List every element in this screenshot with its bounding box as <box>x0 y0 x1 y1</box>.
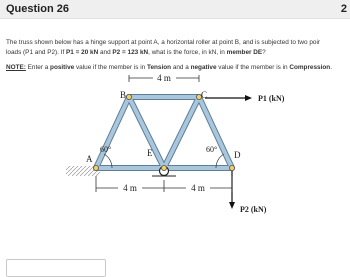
load-p2-arrowhead <box>229 202 235 209</box>
prompt-text: , what is the force, in kN, in <box>148 49 227 56</box>
note-compression: Compression <box>289 64 331 71</box>
angle-left-label: 60° <box>100 145 112 154</box>
label-E: E <box>147 148 153 158</box>
note-text: Enter a <box>25 64 51 71</box>
member-name: member DE <box>226 49 263 56</box>
dim-top-label: 4 m <box>157 73 171 83</box>
truss-members-fill <box>96 97 232 168</box>
question-title: Question 26 <box>6 3 69 15</box>
pin-B <box>126 94 131 99</box>
pin-E <box>161 165 166 170</box>
prompt-line-1: The truss shown below has a hinge support at point A, a horizontal roller at point B, and is subjected to two poir <box>6 39 321 46</box>
label-C: C <box>201 90 208 100</box>
dim-right-label: 4 m <box>191 183 205 193</box>
label-B: B <box>120 90 127 100</box>
prompt-text: and <box>98 49 113 56</box>
question-points: 2 <box>340 3 347 15</box>
note-text: and a <box>171 64 191 71</box>
note-negative: negative <box>190 64 217 71</box>
note-text: value if the member is in <box>74 64 148 71</box>
pin-D <box>229 165 234 170</box>
answer-input[interactable] <box>6 259 106 277</box>
load-p1-arrowhead <box>245 95 252 101</box>
prompt-text: ? <box>262 49 266 56</box>
prompt-text: loads (P1 and P2). If <box>6 49 67 56</box>
note-text: . <box>330 64 332 71</box>
note-positive: positive <box>50 64 75 71</box>
p2-value: P2 = 123 kN <box>112 49 149 56</box>
truss-diagram <box>0 72 350 222</box>
load-p2-label: P2 (kN) <box>240 205 267 214</box>
dim-left-label: 4 m <box>123 183 137 193</box>
label-A: A <box>86 154 93 164</box>
truss-members <box>96 97 232 168</box>
note-tension: Tension <box>147 64 172 71</box>
p1-value: P1 = 20 kN <box>66 49 99 56</box>
prompt-line-2 <box>6 48 350 58</box>
question-header <box>0 0 350 19</box>
note-label: NOTE: <box>6 64 26 71</box>
dimension-bottom <box>96 176 232 192</box>
sign-convention-note <box>6 63 350 72</box>
angle-right-label: 60° <box>206 145 218 154</box>
note-text: value if the member is in <box>216 64 290 71</box>
pin-A <box>93 165 98 170</box>
load-p1-label: P1 (kN) <box>258 94 285 103</box>
question-prompt <box>6 38 350 58</box>
label-D: D <box>234 150 241 160</box>
